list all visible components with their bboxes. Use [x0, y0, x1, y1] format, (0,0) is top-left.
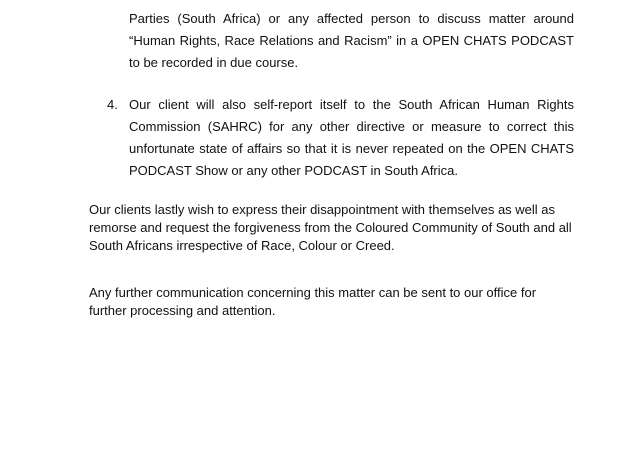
list-item-4-number: 4. [107, 97, 118, 112]
list-item-3-continuation: Parties (South Africa) or any affected person to discuss matter around “Human Rights, Race Relations and Racism” in a OPEN CHATS PODCAST to be recorded in due course. [129, 11, 574, 70]
list-item-4 [107, 94, 574, 182]
apology-paragraph: Our clients lastly wish to express their disappointment with themselves as well as remorse and request the forgiveness from the Coloured Community of South and all South Africans irrespective of Race, Colour or Creed. [89, 202, 572, 253]
list-item-4-text: Our client will also self-report itself to the South African Human Rights Commission (SAHRC) for any other directive or measure to correct this unfortunate state of affairs so that it is never repeated on the OPEN CHATS PODCAST Show or any other PODCAST in South Africa. [129, 97, 574, 178]
further-communication-paragraph: Any further communication concerning this matter can be sent to our office for further processing and attention. [89, 285, 537, 318]
